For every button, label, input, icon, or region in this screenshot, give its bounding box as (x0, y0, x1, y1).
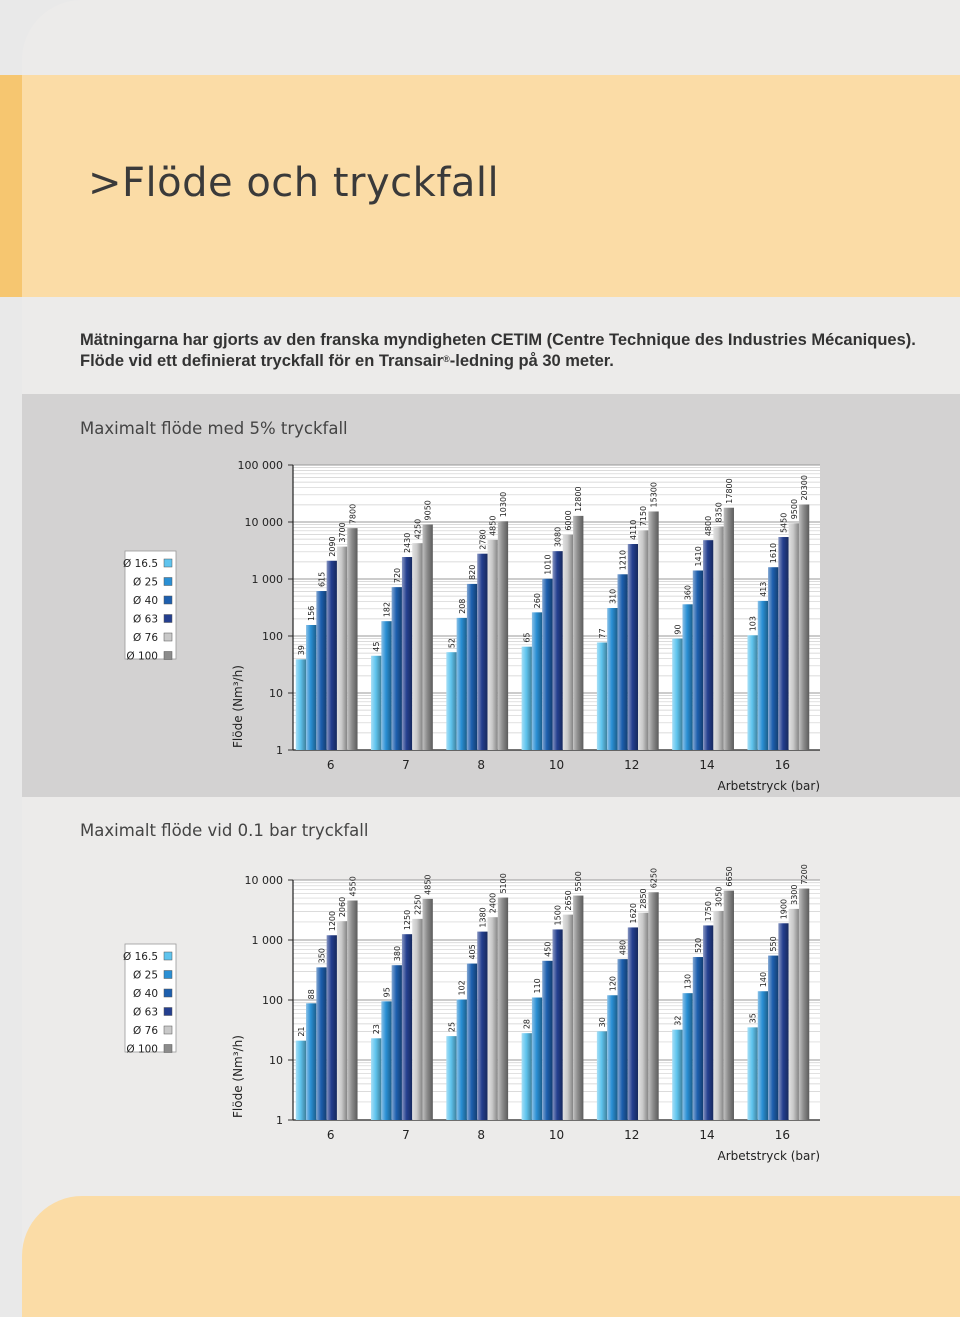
data-label: 23 (372, 1024, 382, 1035)
intro-line-1: Mätningarna har gjorts av den franska myndigheten CETIM (Centre Technique des Industries Mécaniques). (80, 331, 916, 349)
data-label: 820 (468, 564, 478, 580)
data-label: 2060 (338, 896, 348, 918)
data-label: 25 (447, 1021, 457, 1033)
legend (123, 944, 176, 1056)
bar (392, 965, 402, 1120)
data-label: 4850 (488, 515, 498, 536)
bar (532, 998, 542, 1120)
data-label: 45 (372, 641, 382, 652)
legend-swatch (164, 1045, 172, 1053)
bar (553, 551, 563, 750)
legend-swatch (164, 971, 172, 979)
bar (563, 915, 573, 1120)
data-label: 140 (758, 971, 768, 988)
bar (758, 601, 768, 750)
bar (607, 995, 617, 1120)
legend-swatch (164, 989, 172, 997)
bar (628, 544, 638, 750)
bar (488, 917, 498, 1120)
x-tick-label: 8 (477, 758, 486, 772)
data-label: 4250 (413, 518, 423, 540)
bar (477, 932, 487, 1120)
bar (648, 892, 658, 1120)
bar (768, 956, 778, 1120)
bar (467, 964, 477, 1120)
legend-label: Ø 76 (133, 632, 158, 644)
accent-strip (0, 75, 22, 297)
legend-label: Ø 63 (133, 613, 158, 626)
bar (371, 656, 381, 750)
data-label: 2650 (563, 890, 573, 911)
legend-label: Ø 25 (133, 576, 158, 589)
data-label: 1210 (618, 549, 628, 571)
bar (747, 1027, 757, 1120)
y-tick-label: 10 000 (244, 874, 283, 887)
bar (392, 587, 402, 750)
bar (542, 961, 552, 1120)
bar (713, 911, 723, 1120)
y-tick-label: 1 000 (251, 934, 283, 947)
data-label: 8350 (714, 502, 724, 523)
legend-label: Ø 100 (126, 650, 158, 663)
bar (412, 919, 422, 1120)
data-label: 2430 (403, 532, 413, 554)
legend-swatch (164, 615, 172, 623)
x-tick-label: 10 (548, 758, 565, 772)
legend-swatch (164, 652, 172, 660)
data-label: 39 (296, 645, 306, 656)
y-tick-label: 10 (269, 1054, 283, 1067)
bar (607, 608, 617, 750)
bar (638, 530, 648, 750)
y-tick-label: 100 (262, 630, 283, 643)
bar (327, 561, 337, 750)
data-label: 2400 (488, 892, 498, 914)
bar (553, 929, 563, 1120)
bar (703, 925, 713, 1120)
legend-label: Ø 63 (133, 1006, 158, 1019)
data-label: 9050 (423, 500, 433, 521)
y-tick-label: 100 000 (237, 459, 283, 472)
bar (457, 999, 467, 1120)
bar (327, 935, 337, 1120)
bar (337, 547, 347, 750)
data-label: 6650 (724, 866, 734, 887)
y-tick-label: 1 (276, 744, 283, 757)
bar (296, 659, 306, 750)
bar (446, 1036, 456, 1120)
bar (628, 927, 638, 1120)
bar (672, 1030, 682, 1120)
bar (446, 652, 456, 750)
data-label: 1410 (693, 546, 703, 567)
x-tick-label: 10 (548, 1128, 565, 1142)
legend-label: Ø 40 (133, 988, 158, 1000)
y-axis-label: Flöde (Nm³/h) (231, 665, 245, 748)
data-label: 5450 (779, 512, 789, 534)
chart-2-title: Maximalt flöde vid 0.1 bar tryckfall (80, 821, 369, 840)
data-label: 10300 (498, 491, 508, 518)
legend-label: Ø 76 (133, 1025, 158, 1037)
data-label: 5100 (498, 873, 508, 894)
data-label: 4110 (628, 519, 638, 541)
legend (123, 551, 176, 663)
bar (423, 899, 433, 1120)
data-label: 30 (598, 1017, 608, 1028)
x-tick-label: 7 (402, 758, 410, 772)
bar (498, 521, 508, 750)
data-label: 88 (307, 989, 317, 1000)
data-label: 1010 (543, 554, 553, 575)
intro-line-2-post: -ledning på 30 meter. (449, 352, 614, 370)
data-label: 450 (543, 941, 553, 957)
data-label: 102 (457, 980, 467, 996)
bar (522, 1033, 532, 1120)
data-label: 1500 (553, 905, 563, 926)
data-label: 1900 (779, 898, 789, 920)
data-label: 110 (533, 978, 543, 994)
y-tick-label: 1 000 (251, 573, 283, 586)
data-label: 2780 (478, 529, 488, 550)
y-tick-label: 10 (269, 687, 283, 700)
bar (522, 647, 532, 750)
data-label: 4850 (423, 874, 433, 895)
data-label: 4800 (704, 515, 714, 537)
bar (799, 504, 809, 750)
data-label: 7800 (348, 503, 358, 525)
bar (778, 923, 788, 1120)
bar (638, 913, 648, 1120)
bar (617, 959, 627, 1120)
data-label: 1250 (403, 909, 413, 931)
bar (542, 579, 552, 750)
bar (347, 901, 357, 1120)
bar (381, 621, 391, 750)
data-label: 520 (693, 937, 703, 954)
chart-1-title: Maximalt flöde med 5% tryckfall (80, 419, 348, 438)
x-tick-label: 8 (477, 1128, 486, 1142)
x-tick-label: 16 (774, 758, 790, 772)
bar (573, 516, 583, 750)
data-label: 120 (608, 975, 618, 992)
data-label: 12800 (574, 486, 584, 512)
x-tick-label: 12 (624, 1128, 640, 1142)
data-label: 720 (392, 567, 402, 584)
legend-swatch (164, 559, 172, 567)
bar (617, 574, 627, 750)
bar (778, 537, 788, 750)
legend-swatch (164, 578, 172, 586)
bar (758, 991, 768, 1120)
y-tick-label: 10 000 (244, 516, 283, 529)
data-label: 480 (618, 939, 628, 956)
data-label: 28 (522, 1018, 532, 1030)
bar (381, 1001, 391, 1120)
data-label: 3050 (714, 886, 724, 907)
data-label: 3080 (553, 526, 563, 548)
bar (672, 639, 682, 750)
data-label: 310 (608, 588, 618, 604)
data-label: 1610 (769, 542, 779, 564)
x-tick-label: 6 (326, 758, 335, 772)
data-label: 35 (748, 1013, 758, 1024)
bar (563, 535, 573, 750)
bar (693, 957, 703, 1120)
bar (799, 889, 809, 1120)
intro-line-2-pre: Flöde vid ett definierat tryckfall för en Transair (80, 352, 444, 370)
bar (682, 993, 692, 1120)
data-label: 77 (598, 628, 608, 639)
legend-label: Ø 16.5 (123, 558, 158, 570)
data-label: 52 (447, 638, 457, 649)
data-label: 350 (317, 948, 327, 964)
chart-2 (0, 845, 960, 1175)
data-label: 182 (382, 601, 392, 618)
data-label: 17800 (724, 478, 734, 504)
data-label: 4550 (348, 876, 358, 897)
legend-swatch (164, 1008, 172, 1016)
data-label: 7150 (639, 505, 649, 527)
bar (693, 570, 703, 750)
x-tick-label: 14 (699, 758, 715, 772)
legend-swatch (164, 1026, 172, 1034)
data-label: 156 (307, 605, 317, 621)
x-tick-label: 16 (774, 1128, 790, 1142)
x-axis-label: Arbetstryck (bar) (717, 1149, 820, 1163)
data-label: 5500 (574, 871, 584, 892)
footer-band (22, 1196, 960, 1317)
data-label: 380 (392, 945, 402, 962)
y-tick-label: 1 (276, 1114, 283, 1127)
x-tick-label: 12 (624, 758, 640, 772)
bar (724, 508, 734, 750)
data-label: 3700 (338, 522, 348, 543)
data-label: 413 (758, 581, 768, 597)
data-label: 2250 (413, 894, 423, 915)
bar (306, 625, 316, 750)
bar (789, 909, 799, 1120)
y-axis-label: Flöde (Nm³/h) (231, 1035, 245, 1118)
data-label: 550 (769, 936, 779, 952)
data-label: 3300 (789, 884, 799, 905)
bar (747, 635, 757, 750)
data-label: 1380 (478, 907, 488, 928)
bar (703, 540, 713, 750)
data-label: 405 (468, 944, 478, 960)
data-label: 6000 (563, 510, 573, 531)
x-tick-label: 7 (402, 1128, 410, 1142)
data-label: 9500 (789, 498, 799, 520)
bar (713, 526, 723, 750)
data-label: 21 (296, 1026, 306, 1037)
data-label: 260 (533, 593, 543, 609)
page-title: >Flöde och tryckfall (88, 160, 500, 206)
bar (371, 1038, 381, 1120)
data-label: 360 (683, 585, 693, 601)
data-label: 2090 (327, 536, 337, 557)
x-tick-label: 6 (326, 1128, 335, 1142)
bar (768, 567, 778, 750)
data-label: 6250 (649, 867, 659, 889)
bar (347, 528, 357, 750)
legend-label: Ø 16.5 (123, 951, 158, 963)
data-label: 95 (382, 987, 392, 998)
bar (597, 642, 607, 750)
bar (423, 524, 433, 750)
legend-label: Ø 25 (133, 969, 158, 982)
data-label: 208 (457, 598, 467, 614)
bar (412, 543, 422, 750)
data-label: 1200 (327, 910, 337, 932)
data-label: 2850 (639, 888, 649, 909)
bar (477, 554, 487, 750)
bar (296, 1041, 306, 1120)
intro-text (80, 330, 940, 372)
bar (682, 604, 692, 750)
bar (316, 591, 326, 750)
y-tick-label: 100 (262, 994, 283, 1007)
bar (498, 898, 508, 1120)
bar (724, 891, 734, 1120)
bar (488, 540, 498, 750)
bar (789, 523, 799, 750)
data-label: 1750 (704, 901, 714, 922)
data-label: 615 (317, 571, 327, 588)
bar (573, 896, 583, 1120)
x-tick-label: 14 (699, 1128, 715, 1142)
intro-line-2 (80, 351, 940, 372)
data-label: 130 (683, 973, 693, 990)
bar (402, 557, 412, 750)
data-label: 103 (748, 615, 758, 632)
bar (402, 934, 412, 1120)
legend-label: Ø 100 (126, 1043, 158, 1056)
bar (597, 1031, 607, 1120)
data-label: 65 (522, 632, 532, 643)
bar (306, 1003, 316, 1120)
bar (648, 511, 658, 750)
data-label: 90 (673, 624, 683, 635)
data-label: 15300 (649, 482, 659, 508)
legend-swatch (164, 952, 172, 960)
registered-mark: ® (443, 354, 450, 364)
data-label: 20300 (800, 475, 810, 501)
bar (467, 584, 477, 750)
bar (316, 967, 326, 1120)
data-label: 1620 (628, 903, 638, 924)
legend-swatch (164, 633, 172, 641)
data-label: 32 (673, 1015, 683, 1026)
bar (337, 921, 347, 1120)
x-axis-label: Arbetstryck (bar) (717, 779, 820, 793)
legend-label: Ø 40 (133, 595, 158, 607)
data-label: 7200 (800, 864, 810, 885)
bar (457, 618, 467, 750)
legend-swatch (164, 596, 172, 604)
chart-1 (0, 445, 960, 795)
bar (532, 612, 542, 750)
